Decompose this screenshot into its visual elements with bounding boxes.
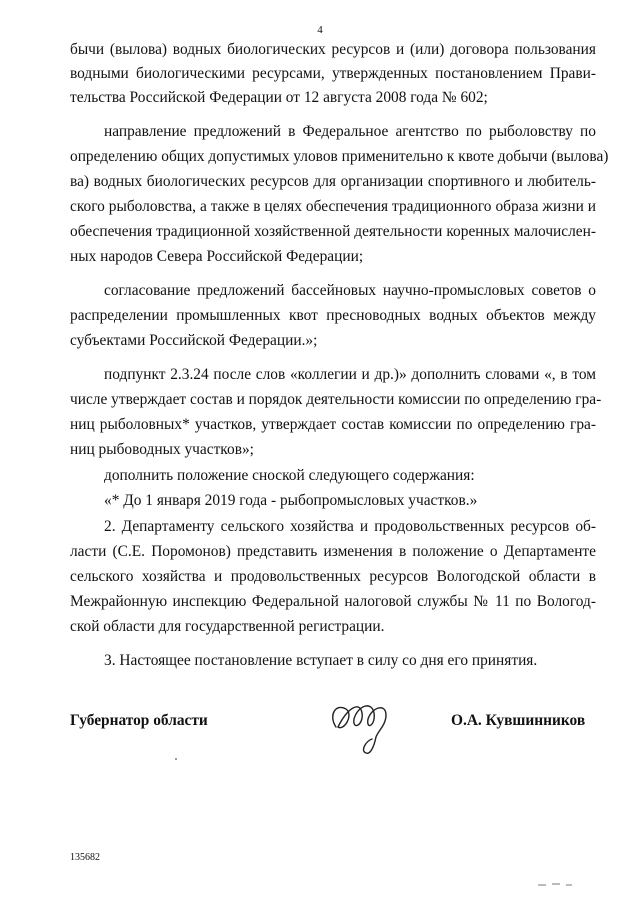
- text-line: тельства Российской Федерации от 12 августа 2008 года № 602;: [70, 89, 488, 106]
- text-line: ва) водных биологических ресурсов для организации спортивного и любитель-: [70, 173, 596, 190]
- page-number: 4: [317, 24, 323, 36]
- scan-marks: [538, 881, 578, 887]
- text-line: числе утверждает состав и порядок деятельности комиссии по определению гра-: [70, 391, 602, 408]
- handwritten-signature: [326, 697, 398, 759]
- text-line: ниц рыбоводных участков»;: [70, 441, 254, 458]
- text-line: Межрайонную инспекцию Федеральной налоговой службы № 11 по Вологод-: [70, 593, 596, 610]
- text-line: ского рыболовства, а также в целях обеспечения традиционного образа жизни и: [70, 198, 596, 215]
- text-line: ниц рыболовных* участков, утверждает состав комиссии по определению гра-: [70, 416, 596, 433]
- text-line: водными биологическими ресурсами, утвержденных постановлением Прави-: [70, 65, 596, 82]
- text-line: дополнить положение сноской следующего содержания:: [104, 467, 475, 484]
- text-line: 3. Настоящее постановление вступает в силу со дня его принятия.: [104, 652, 538, 669]
- text-line: согласование предложений бассейновых научно-промысловых советов о: [104, 282, 596, 299]
- text-line: сельского хозяйства и продовольственных ресурсов Вологодской области в: [70, 568, 596, 585]
- text-line: бычи (вылова) водных биологических ресурсов и (или) договора пользования: [70, 41, 596, 58]
- text-line: ласти (С.Е. Поромонов) представить изменения в положение о Департаменте: [70, 543, 596, 560]
- text-line: обеспечения традиционной хозяйственной деятельности коренных малочислен-: [70, 223, 596, 240]
- text-line: подпункт 2.3.24 после слов «коллегии и др.)» дополнить словами «, в том: [104, 366, 596, 383]
- text-line: ных народов Севера Российской Федерации;: [70, 248, 364, 265]
- signatory-name: О.А. Кувшинников: [451, 712, 586, 729]
- document-code: 135682: [70, 852, 100, 863]
- scan-speck: [175, 758, 177, 760]
- text-line: распределении промышленных квот пресноводных водных объектов между: [70, 307, 596, 324]
- text-line: «* До 1 января 2019 года - рыбопромысловых участков.»: [104, 492, 478, 509]
- text-line: определению общих допустимых уловов применительно к квоте добычи (вылова): [70, 148, 609, 165]
- text-line: направление предложений в Федеральное агентство по рыболовству по: [104, 123, 596, 140]
- text-line: ской области для государственной регистрации.: [70, 618, 385, 635]
- text-line: субъектами Российской Федерации.»;: [70, 332, 318, 349]
- text-line: 2. Департаменту сельского хозяйства и продовольственных ресурсов об-: [104, 518, 596, 535]
- signatory-title: Губернатор области: [70, 712, 208, 729]
